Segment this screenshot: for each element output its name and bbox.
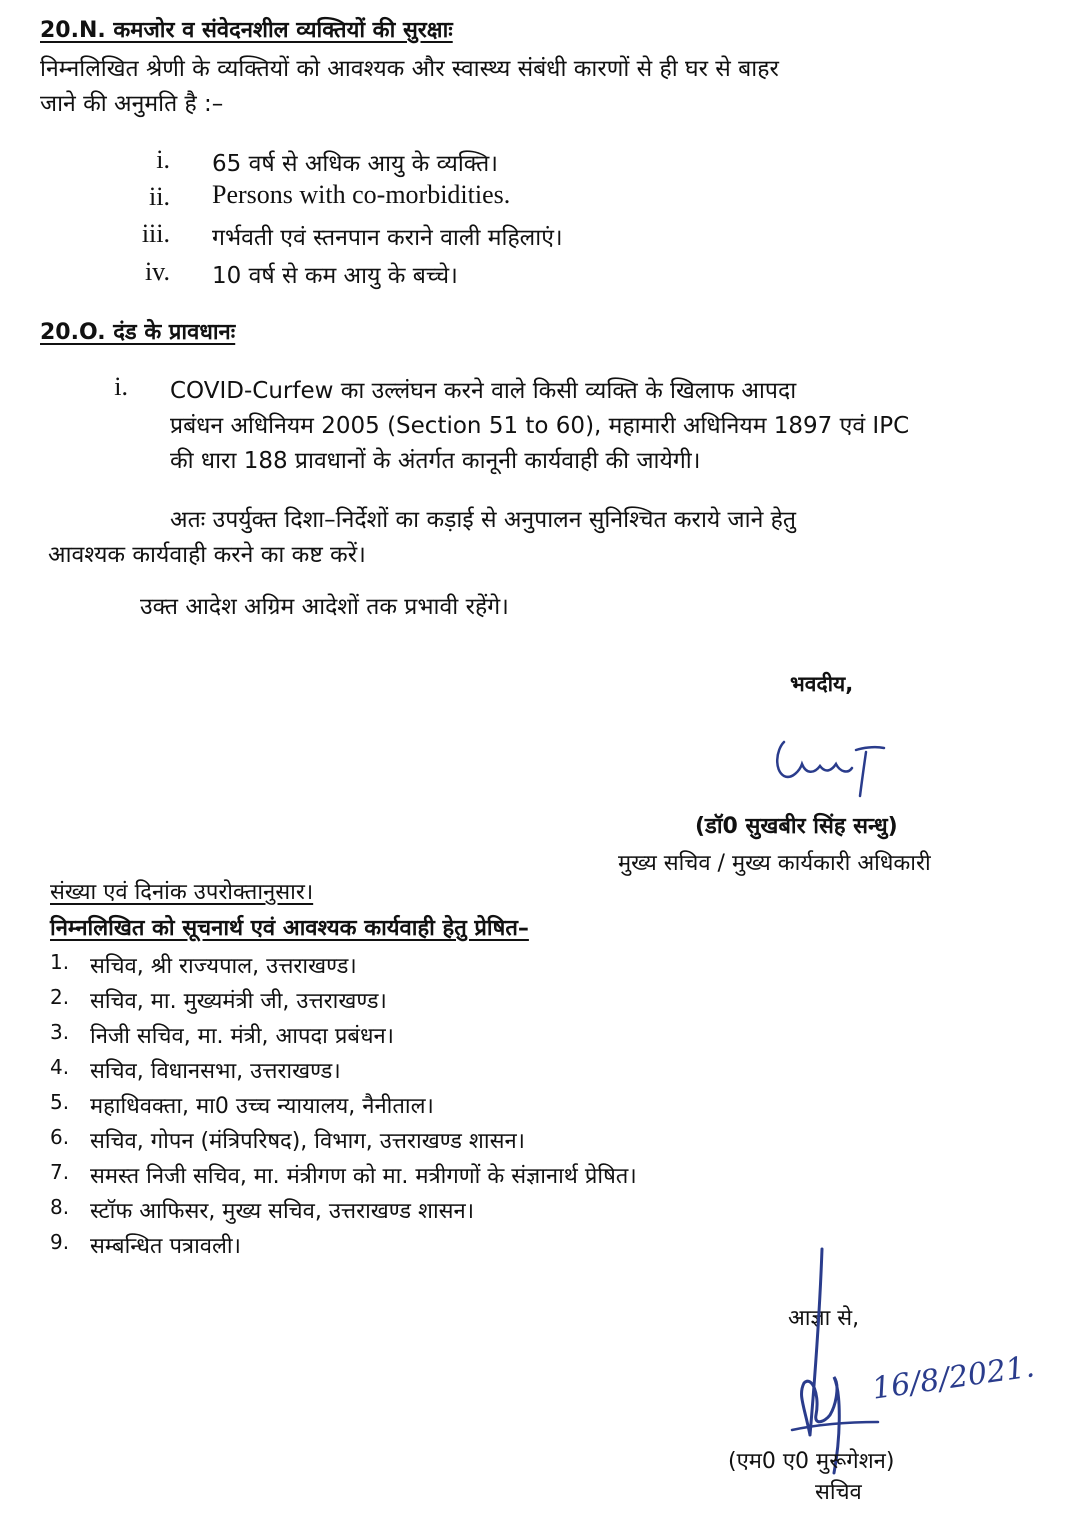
compliance-paragraph — [48, 503, 1030, 573]
list-number: ii. — [149, 182, 170, 211]
list-text: समस्त निजी सचिव, मा. मंत्रीगण को मा. मत्रीगणों के संज्ञानार्थ प्रेषित। — [90, 1164, 637, 1189]
distribution-list — [50, 950, 950, 1270]
signature-1-icon — [770, 730, 890, 800]
list-number: 2. — [50, 985, 70, 1009]
order-text: आज्ञा से, — [788, 1306, 860, 1331]
list-number: 7. — [50, 1160, 70, 1184]
signatory-name: (डॉ0 सुखबीर सिंह सन्धु) — [695, 814, 898, 839]
signatory-designation: मुख्य सचिव / मुख्य कार्यकारी अधिकारी — [618, 851, 931, 876]
list-item: 65 वर्ष से अधिक आयु के व्यक्ति। — [212, 151, 498, 177]
list-number: i. — [114, 372, 128, 401]
underline-stroke-icon — [790, 1420, 880, 1434]
penalty-item — [170, 374, 1030, 479]
list-item: Persons with co-morbidities. — [212, 180, 511, 209]
list-number: 6. — [50, 1125, 70, 1149]
compliance-line2: आवश्यक कार्यवाही करने का कष्ट करें। — [48, 542, 366, 568]
list-text: महाधिवक्ता, मा0 उच्च न्यायालय, नैनीताल। — [90, 1094, 434, 1119]
section-n-intro-line1: निम्नलिखित श्रेणी के व्यक्तियों को आवश्यक और स्वास्थ्य संबंधी कारणों से ही घर से बाहर — [40, 56, 779, 82]
list-number: iv. — [144, 257, 170, 286]
list-item: 10 वर्ष से कम आयु के बच्चे। — [212, 263, 458, 289]
penalty-line1: COVID-Curfew का उल्लंघन करने वाले किसी व्यक्ति के खिलाफ आपदा — [170, 378, 797, 404]
forward-line: निम्नलिखित को सूचनार्थ एवं आवश्यक कार्यवाही हेतु प्रेषित– — [50, 916, 529, 941]
list-number: i. — [156, 145, 170, 174]
section-o-heading: 20.O. दंड के प्रावधानः — [40, 320, 236, 345]
section-n-intro-line2: जाने की अनुमति है :– — [40, 91, 224, 117]
list-text: स्टॉफ आफिसर, मुख्य सचिव, उत्तराखण्ड शासन। — [90, 1199, 475, 1224]
list-number: 1. — [50, 950, 70, 974]
list-item — [50, 1020, 950, 1054]
penalty-line3: की धारा 188 प्रावधानों के अंतर्गत कानूनी कार्यवाही की जायेगी। — [170, 448, 701, 474]
salutation: भवदीय, — [790, 672, 854, 696]
list-item: गर्भवती एवं स्तनपान कराने वाली महिलाएं। — [212, 225, 563, 251]
list-text: सम्बन्धित पत्रावली। — [90, 1234, 241, 1259]
list-text: सचिव, मा. मुख्यमंत्री जी, उत्तराखण्ड। — [90, 989, 387, 1014]
effect-paragraph: उक्त आदेश अग्रिम आदेशों तक प्रभावी रहेंगे। — [140, 594, 509, 620]
list-number: 5. — [50, 1090, 70, 1114]
list-item — [50, 950, 950, 984]
order-signatory-name: (एम0 ए0 मुरूगेशन) — [728, 1449, 895, 1474]
list-item — [50, 1125, 950, 1159]
list-number: 8. — [50, 1195, 70, 1219]
section-n-heading: 20.N. कमजोर व संवेदनशील व्यक्तियों की सुरक्षाः — [40, 18, 453, 43]
list-text: निजी सचिव, मा. मंत्री, आपदा प्रबंधन। — [90, 1024, 395, 1049]
penalty-line2: प्रबंधन अधिनियम 2005 (Section 51 to 60), महामारी अधिनियम 1897 एवं IPC — [170, 413, 910, 439]
handwritten-date: 16/8/2021. — [870, 1349, 1037, 1407]
list-item — [50, 1195, 950, 1229]
list-number: 3. — [50, 1020, 70, 1044]
list-item — [50, 1055, 950, 1089]
list-number: iii. — [141, 219, 170, 248]
section-n-intro — [40, 52, 1030, 122]
list-text: सचिव, गोपन (मंत्रिपरिषद), विभाग, उत्तराखण्ड शासन। — [90, 1129, 525, 1154]
compliance-line1: अतः उपर्युक्त दिशा–निर्देशों का कड़ाई से अनुपालन सुनिश्चित कराये जाने हेतु — [170, 507, 796, 533]
list-number: 4. — [50, 1055, 70, 1079]
list-item — [50, 985, 950, 1019]
reference-line: संख्या एवं दिनांक उपरोक्तानुसार। — [50, 880, 314, 905]
list-text: सचिव, विधानसभा, उत्तराखण्ड। — [90, 1059, 341, 1084]
list-text: सचिव, श्री राज्यपाल, उत्तराखण्ड। — [90, 954, 357, 979]
list-item — [50, 1160, 950, 1194]
list-number: 9. — [50, 1230, 70, 1254]
order-signatory-designation: सचिव — [815, 1480, 862, 1505]
list-item — [50, 1090, 950, 1124]
signature-2-icon — [790, 1245, 860, 1475]
